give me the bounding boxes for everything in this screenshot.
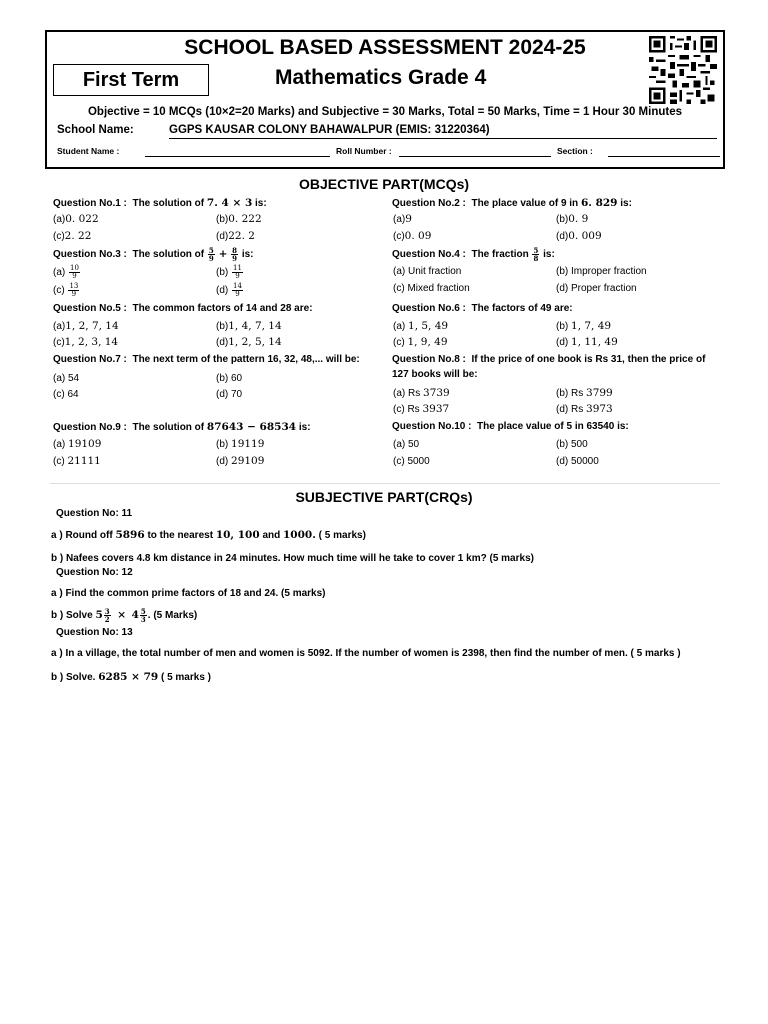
- subject-title: Mathematics Grade 4: [275, 66, 487, 89]
- q6-option-a[interactable]: (a) 1, 5, 49: [393, 320, 449, 332]
- school-name-underline: [169, 138, 717, 139]
- q3-option-b[interactable]: (b) $\frac{11}{9}$: [216, 264, 242, 280]
- q10-option-a[interactable]: (a) 50: [393, 439, 420, 450]
- term-label: First Term: [53, 64, 209, 96]
- q5-option-c[interactable]: (c)1, 2, 3, 14: [53, 336, 119, 348]
- objective-title: OBJECTIVE PART(MCQs): [298, 176, 470, 192]
- q6-option-d[interactable]: (d) 1, 11, 49: [556, 336, 618, 348]
- q8-option-a[interactable]: (a) Rs 3739: [393, 387, 450, 399]
- q5-option-b[interactable]: (b)1, 4, 7, 14: [216, 320, 282, 332]
- q9-option-b[interactable]: (b) 19119: [216, 438, 265, 450]
- question-13-heading: Question No: 13: [56, 627, 133, 638]
- q2-option-c[interactable]: (c)0. 09: [393, 230, 432, 242]
- q10-option-b[interactable]: (b) 500: [556, 439, 588, 450]
- question-3: Question No.3 : The solution of $\frac{5}{9}$ + $\frac{8}{9}$ is:: [53, 246, 254, 263]
- q7-option-a[interactable]: (a) 54: [53, 373, 80, 384]
- question-13a: a ) In a village, the total number of men and women is 5092. If the number of women is 2398, then find the number of men. ( 5 marks ): [51, 648, 681, 659]
- q4-option-d[interactable]: (d) Proper fraction: [556, 283, 637, 294]
- q5-option-a[interactable]: (a)1, 2, 7, 14: [53, 320, 119, 332]
- q5-option-d[interactable]: (d)1, 2, 5, 14: [216, 336, 282, 348]
- question-12b: b ) Solve 5 $\frac{3}{2}$ × 4 $\frac{5}{3}$ . (5 Marks): [51, 607, 198, 624]
- q1-option-a[interactable]: (a)0. 022: [53, 213, 99, 225]
- q8-option-d[interactable]: (d) Rs 3973: [556, 403, 613, 415]
- q3-option-d[interactable]: (d) $\frac{14}{9}$: [216, 282, 242, 298]
- question-6: Question No.6 : The factors of 49 are:: [392, 303, 573, 314]
- q6-option-c[interactable]: (c) 1, 9, 49: [393, 336, 448, 348]
- q8-option-c[interactable]: (c) Rs 3937: [393, 403, 450, 415]
- q2-option-b[interactable]: (b)0. 9: [556, 213, 589, 225]
- question-12a: a ) Find the common prime factors of 18 and 24. (5 marks): [51, 588, 326, 599]
- q10-option-c[interactable]: (c) 5000: [393, 456, 430, 467]
- question-5: Question No.5 : The common factors of 14 and 28 are:: [53, 303, 313, 314]
- q7-option-d[interactable]: (d) 70: [216, 389, 243, 400]
- question-11b: b ) Nafees covers 4.8 km distance in 24 minutes. How much time will he take to cover 1 km? (5 marks): [51, 553, 534, 564]
- question-7: Question No.7 : The next term of the pattern 16, 32, 48,... will be:: [53, 354, 360, 365]
- section-divider: [50, 483, 720, 484]
- student-name-label: Student Name :: [57, 146, 120, 156]
- question-8-cont: 127 books will be:: [392, 369, 478, 380]
- q7-option-b[interactable]: (b) 60: [216, 373, 243, 384]
- roll-number-field[interactable]: [399, 156, 551, 157]
- school-name-value: GGPS KAUSAR COLONY BAHAWALPUR (EMIS: 31220364): [169, 124, 490, 136]
- q9-option-a[interactable]: (a) 19109: [53, 438, 102, 450]
- assessment-title: SCHOOL BASED ASSESSMENT 2024-25: [184, 36, 586, 59]
- q10-option-d[interactable]: (d) 50000: [556, 456, 599, 467]
- question-12-heading: Question No: 12: [56, 567, 133, 578]
- question-11-heading: Question No: 11: [56, 508, 133, 519]
- qr-code-icon: [649, 36, 717, 104]
- q4-option-a[interactable]: (a) Unit fraction: [393, 266, 462, 277]
- q1-option-c[interactable]: (c)2. 22: [53, 230, 92, 242]
- q4-option-c[interactable]: (c) Mixed fraction: [393, 283, 470, 294]
- question-10: Question No.10 : The place value of 5 in 63540 is:: [392, 421, 629, 432]
- section-label: Section :: [557, 146, 593, 156]
- subjective-title: SUBJECTIVE PART(CRQs): [295, 489, 473, 505]
- marking-scheme: Objective = 10 MCQs (10×2=20 Marks) and Subjective = 30 Marks, Total = 50 Marks, Time = 1 Hour 30 Minutes: [87, 106, 682, 118]
- question-1: Question No.1 : The solution of 7. 4 × 3 is:: [53, 197, 267, 209]
- q1-option-d[interactable]: (d)22. 2: [216, 230, 255, 242]
- question-2: Question No.2 : The place value of 9 in 6. 829 is:: [392, 197, 632, 209]
- q4-option-b[interactable]: (b) Improper fraction: [556, 266, 647, 277]
- question-9: Question No.9 : The solution of 87643 − 68534 is:: [53, 421, 311, 433]
- q9-option-d[interactable]: (d) 29109: [216, 455, 265, 467]
- q9-option-c[interactable]: (c) 21111: [53, 455, 101, 467]
- q6-option-b[interactable]: (b) 1, 7, 49: [556, 320, 612, 332]
- q7-option-c[interactable]: (c) 64: [53, 389, 79, 400]
- header-box: [45, 30, 725, 169]
- question-8: Question No.8 : If the price of one book is Rs 31, then the price of: [392, 354, 706, 365]
- student-name-field[interactable]: [145, 156, 330, 157]
- q2-option-a[interactable]: (a)9: [393, 213, 412, 225]
- section-field[interactable]: [608, 156, 720, 157]
- q3-option-c[interactable]: (c) $\frac{13}{9}$: [53, 282, 79, 298]
- question-13b: b ) Solve. 6285 × 79 ( 5 marks ): [51, 671, 211, 683]
- roll-number-label: Roll Number :: [336, 146, 392, 156]
- q8-option-b[interactable]: (b) Rs 3799: [556, 387, 613, 399]
- q3-option-a[interactable]: (a) $\frac{10}{9}$: [53, 264, 79, 280]
- school-name-label: School Name:: [57, 124, 134, 136]
- question-11a: a ) Round off 5896 to the nearest 10, 100 and 1000. ( 5 marks): [51, 529, 366, 541]
- q1-option-b[interactable]: (b)0. 222: [216, 213, 262, 225]
- question-4: Question No.4 : The fraction $\frac{5}{8}$ is:: [392, 246, 555, 263]
- q2-option-d[interactable]: (d)0. 009: [556, 230, 602, 242]
